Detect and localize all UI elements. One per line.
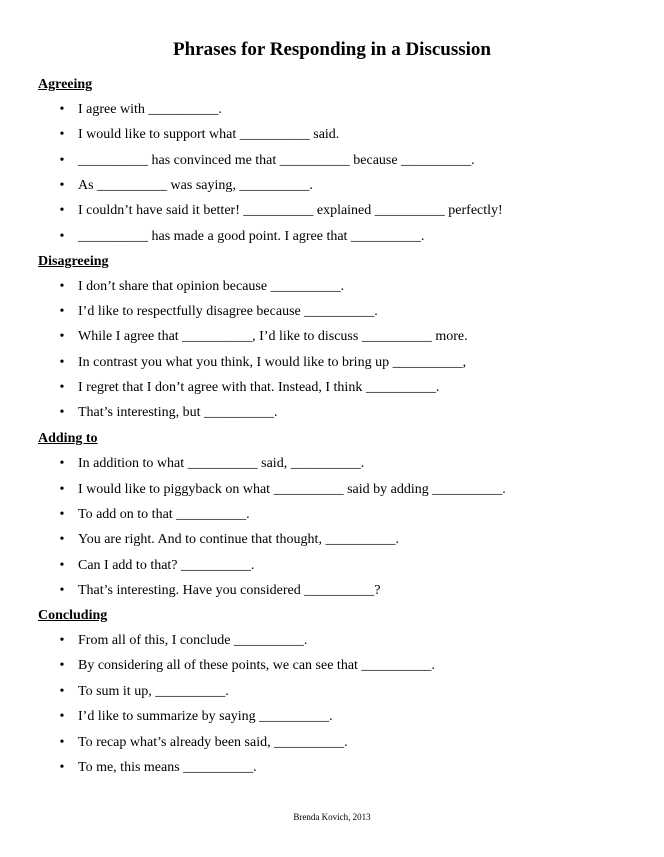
bullet-icon: • xyxy=(59,229,65,244)
phrase-text: I’d like to summarize by saying __________. xyxy=(78,709,333,724)
phrase-text: As __________ was saying, __________. xyxy=(78,178,313,193)
bullet-icon: • xyxy=(59,127,65,142)
section-heading: Disagreeing xyxy=(38,254,109,269)
bullet-icon: • xyxy=(59,684,65,699)
bullet-icon: • xyxy=(59,304,65,319)
phrase-text: Can I add to that? __________. xyxy=(78,558,255,573)
footer-credit: Brenda Kovich, 2013 xyxy=(293,812,371,822)
bullet-icon: • xyxy=(59,178,65,193)
list-item xyxy=(0,707,640,727)
bullet-icon: • xyxy=(59,102,65,117)
bullet-icon: • xyxy=(59,760,65,775)
phrase-text: From all of this, I conclude __________. xyxy=(78,633,308,648)
list-item xyxy=(0,302,640,322)
bullet-icon: • xyxy=(59,735,65,750)
phrase-text: I would like to piggyback on what __________ said by adding __________. xyxy=(78,482,506,497)
phrase-text: In addition to what __________ said, __________. xyxy=(78,456,365,471)
phrase-text: To sum it up, __________. xyxy=(78,684,229,699)
list-item xyxy=(0,151,640,171)
section-heading: Concluding xyxy=(38,608,108,623)
list-item xyxy=(0,201,640,221)
phrase-text: To add on to that __________. xyxy=(78,507,250,522)
phrase-text: I don’t share that opinion because __________. xyxy=(78,279,345,294)
bullet-icon: • xyxy=(59,456,65,471)
page-title: Phrases for Responding in a Discussion xyxy=(173,39,491,60)
phrase-text: I’d like to respectfully disagree because __________. xyxy=(78,304,378,319)
list-item xyxy=(0,100,640,120)
bullet-icon: • xyxy=(59,482,65,497)
list-item xyxy=(0,403,640,423)
phrase-text: In contrast you what you think, I would like to bring up __________, xyxy=(78,355,467,370)
phrase-text: To recap what’s already been said, __________. xyxy=(78,735,348,750)
bullet-icon: • xyxy=(59,355,65,370)
list-item xyxy=(0,454,640,474)
phrase-text: __________ has made a good point. I agree that __________. xyxy=(78,229,425,244)
list-item xyxy=(0,682,640,702)
list-item xyxy=(0,353,640,373)
phrase-text: I would like to support what __________ said. xyxy=(78,127,340,142)
list-item xyxy=(0,378,640,398)
bullet-icon: • xyxy=(59,203,65,218)
phrase-text: You are right. And to continue that thought, __________. xyxy=(78,532,399,547)
list-item xyxy=(0,656,640,676)
phrase-text: To me, this means __________. xyxy=(78,760,257,775)
list-item xyxy=(0,125,640,145)
list-item xyxy=(0,327,640,347)
bullet-icon: • xyxy=(59,279,65,294)
bullet-icon: • xyxy=(59,405,65,420)
list-item xyxy=(0,581,640,601)
bullet-icon: • xyxy=(59,532,65,547)
section-heading: Agreeing xyxy=(38,77,93,92)
bullet-icon: • xyxy=(59,633,65,648)
bullet-icon: • xyxy=(59,507,65,522)
list-item xyxy=(0,277,640,297)
list-item xyxy=(0,176,640,196)
list-item xyxy=(0,631,640,651)
phrase-text: I couldn’t have said it better! __________ explained __________ perfectly! xyxy=(78,203,503,218)
phrase-text: By considering all of these points, we can see that __________. xyxy=(78,658,435,673)
list-item xyxy=(0,505,640,525)
phrase-text: I regret that I don’t agree with that. Instead, I think __________. xyxy=(78,380,440,395)
phrase-text: That’s interesting. Have you considered __________? xyxy=(78,583,381,598)
bullet-icon: • xyxy=(59,329,65,344)
phrase-text: I agree with __________. xyxy=(78,102,222,117)
list-item xyxy=(0,530,640,550)
bullet-icon: • xyxy=(59,380,65,395)
phrase-text: While I agree that __________, I’d like to discuss __________ more. xyxy=(78,329,468,344)
list-item xyxy=(0,758,640,778)
list-item xyxy=(0,480,640,500)
section-heading: Adding to xyxy=(38,431,98,446)
phrase-text: That’s interesting, but __________. xyxy=(78,405,278,420)
bullet-icon: • xyxy=(59,558,65,573)
list-item xyxy=(0,733,640,753)
bullet-icon: • xyxy=(59,658,65,673)
list-item xyxy=(0,227,640,247)
list-item xyxy=(0,556,640,576)
bullet-icon: • xyxy=(59,583,65,598)
bullet-icon: • xyxy=(59,709,65,724)
phrase-text: __________ has convinced me that __________ because __________. xyxy=(78,153,475,168)
bullet-icon: • xyxy=(59,153,65,168)
